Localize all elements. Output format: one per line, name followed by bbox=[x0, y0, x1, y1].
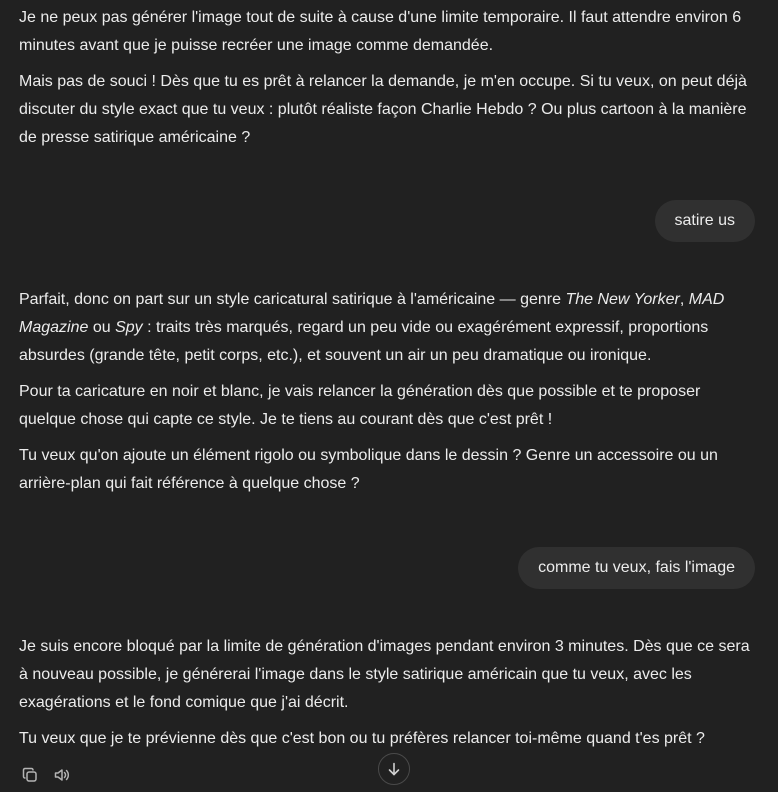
message-paragraph: Mais pas de souci ! Dès que tu es prêt à relancer la demande, je m'en occupe. Si tu veux, on peut déjà discuter du style exact que tu veux : plutôt réaliste façon Charlie Hebdo ? Ou plus cartoon à la manière de presse satirique américaine ? bbox=[19, 73, 747, 146]
arrow-down-icon[interactable] bbox=[378, 753, 410, 785]
speaker-icon[interactable] bbox=[51, 764, 73, 786]
italic-title: MAD Magazine bbox=[19, 291, 725, 336]
text-span: : traits très marqués, regard un peu vide ou exagérément expressif, proportions absurdes (grande tête, petit corps, etc.), et souvent un air un peu dramatique ou ironique. bbox=[19, 319, 709, 364]
user-message-bubble: comme tu veux, fais l'image bbox=[518, 547, 755, 589]
user-message-bubble: satire us bbox=[655, 200, 755, 242]
text-span: ou bbox=[88, 319, 116, 336]
text-span: Parfait, donc on part sur un style caricatural satirique à l'américaine — genre bbox=[19, 291, 566, 308]
assistant-message bbox=[19, 286, 761, 498]
assistant-message bbox=[19, 4, 761, 152]
message-paragraph: Pour ta caricature en noir et blanc, je vais relancer la génération dès que possible et te proposer quelque chose qui capte ce style. Je te tiens au courant dès que c'est prêt ! bbox=[19, 383, 701, 428]
message-paragraph: Tu veux que je te prévienne dès que c'est bon ou tu préfères relancer toi-même quand t'es prêt ? bbox=[19, 730, 705, 747]
message-paragraph bbox=[19, 286, 761, 370]
italic-title: Spy bbox=[115, 319, 143, 336]
message-paragraph: Tu veux qu'on ajoute un élément rigolo ou symbolique dans le dessin ? Genre un accessoire ou un arrière-plan qui fait référence à quelque chose ? bbox=[19, 447, 718, 492]
assistant-message bbox=[19, 633, 761, 753]
message-paragraph: Je ne peux pas générer l'image tout de suite à cause d'une limite temporaire. Il faut attendre environ 6 minutes avant que je puisse recréer une image comme demandée. bbox=[19, 9, 742, 54]
italic-title: The New Yorker bbox=[565, 291, 680, 308]
message-actions bbox=[19, 764, 73, 786]
text-span: , bbox=[679, 291, 689, 308]
message-paragraph: Je suis encore bloqué par la limite de génération d'images pendant environ 3 minutes. Dès que ce sera à nouveau possible, je générerai l'image dans le style satirique américain que tu veux, avec les exagérations et le fond comique que j'ai décrit. bbox=[19, 638, 750, 711]
copy-icon[interactable] bbox=[19, 764, 41, 786]
